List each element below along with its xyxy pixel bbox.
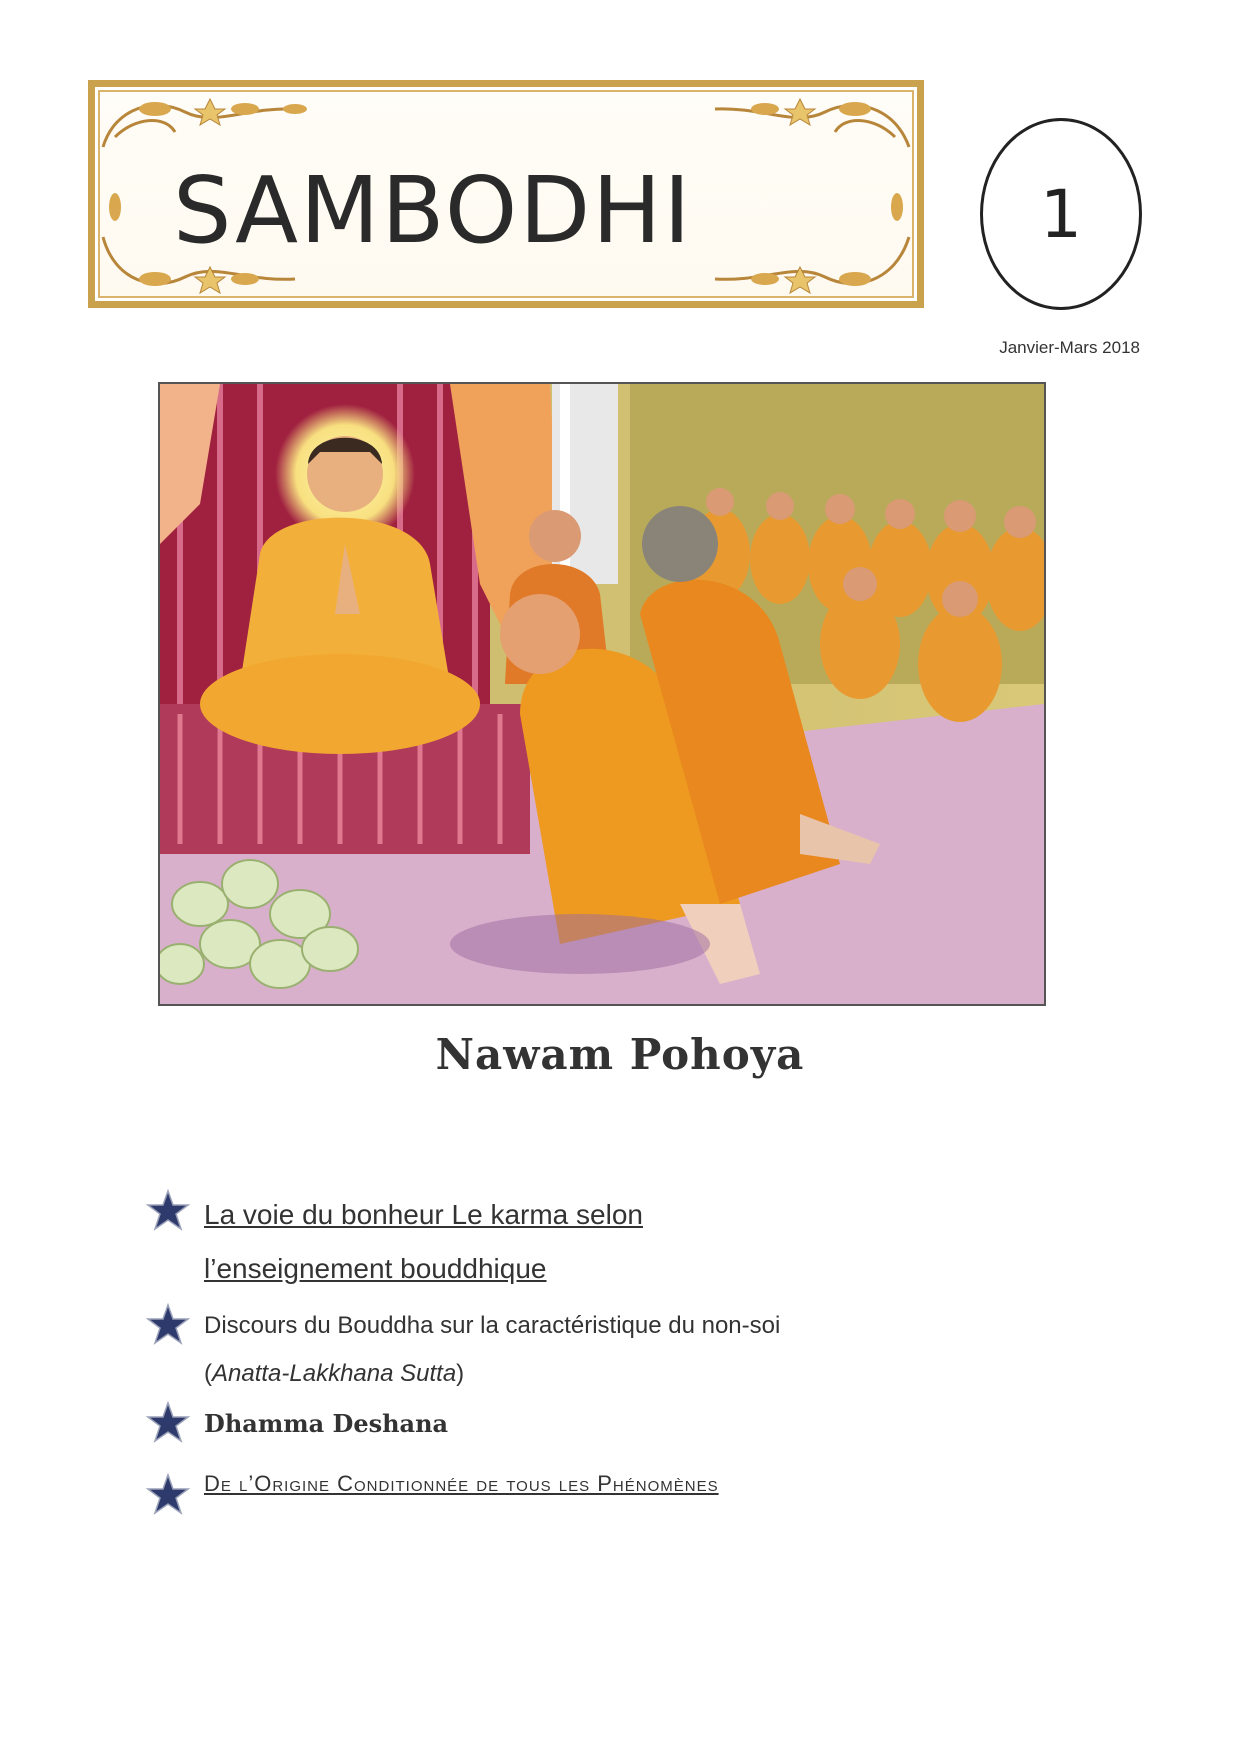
buddha-monks-illustration: [160, 384, 1044, 1004]
star-icon: [146, 1472, 190, 1516]
article-title-anatta: Discours du Bouddha sur la caractéristique du non-soi: [204, 1312, 781, 1339]
contents-item: [146, 1400, 1126, 1448]
sutta-name: Anatta-Lakkhana Sutta: [212, 1360, 457, 1387]
issue-date: Janvier-Mars 2018: [999, 338, 1140, 357]
cover-illustration: [158, 382, 1046, 1006]
issue-number-badge: [980, 118, 1142, 310]
contents-item: [146, 1302, 1126, 1398]
contents-list: [146, 1184, 1126, 1506]
article-title-karma-line-1: La voie du bonheur Le karma selon: [204, 1199, 643, 1230]
masthead-frame: [88, 80, 924, 308]
article-subtitle-anatta: (Anatta-Lakkhana Sutta): [204, 1360, 465, 1387]
article-title-karma-line-2: l’enseignement bouddhique: [204, 1253, 547, 1284]
contents-item: [146, 1188, 1126, 1296]
contents-item: [146, 1462, 1126, 1506]
cover-headline: Nawam Pohoya: [435, 1030, 805, 1079]
star-icon: [146, 1400, 190, 1444]
article-title-origine-conditionnee: De l’Origine Conditionnée de tous les Phénomènes: [204, 1471, 719, 1496]
magazine-title: SAMBODHI: [173, 157, 693, 264]
star-icon: [146, 1302, 190, 1346]
star-icon: [146, 1188, 190, 1232]
issue-number: 1: [1040, 175, 1082, 253]
article-title-dhamma-deshana: Dhamma Deshana: [204, 1409, 449, 1438]
